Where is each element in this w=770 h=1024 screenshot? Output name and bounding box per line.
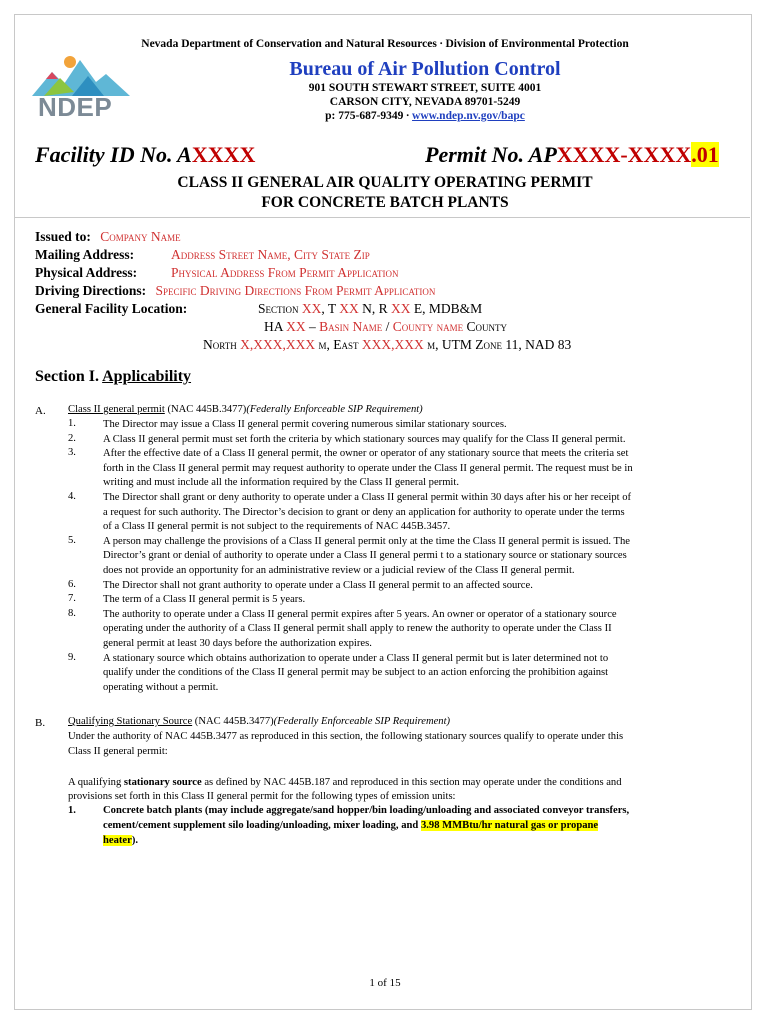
facility-id-value: XXXX: [191, 142, 256, 167]
part-a-heading: [68, 403, 423, 418]
loc3-north: North: [203, 337, 241, 352]
loc3-north-value: X,XXX,XXX: [240, 337, 316, 352]
permit-title-line2: FOR CONCRETE BATCH PLANTS: [261, 194, 509, 211]
part-a-item-text: of a Class II general permit is not subject to the requirements of NAC 445B.3457.: [103, 521, 451, 533]
item-line3-highlight: heater: [103, 835, 132, 846]
issued-to-label: Issued to:: [35, 229, 91, 244]
loc2-ha: XX: [286, 319, 306, 334]
permit-label: Permit No. AP: [425, 142, 557, 167]
physical-address-row: [35, 265, 399, 281]
loc1-text2: , T: [321, 301, 340, 316]
part-a-item-text: operating under the authority of a Class II general permit shall apply to renew the authority to operate under the Class II: [103, 623, 612, 635]
website-link[interactable]: www.ndep.nv.gov/bapc: [412, 110, 525, 122]
part-a-letter: A.: [35, 405, 46, 417]
loc1-text: Section: [258, 301, 302, 316]
para-text-a: A qualifying: [68, 777, 124, 788]
part-a-item-number: 3.: [68, 447, 76, 459]
para-text-b: as defined by NAC 445B.187 and reproduced in this section may operate under the conditions and: [201, 777, 622, 788]
part-b-ref: (NAC 445B.3477): [192, 716, 274, 727]
permit-title-line1: CLASS II GENERAL AIR QUALITY OPERATING PERMIT: [177, 174, 593, 191]
divider: [15, 217, 750, 218]
part-a-item-number: 7.: [68, 593, 76, 605]
part-b-item-line1: Concrete batch plants (may include aggregate/sand hopper/bin loading/unloading and associated conveyor transfers,: [103, 805, 630, 816]
driving-value: Specific Driving Directions From Permit Application: [155, 283, 436, 298]
part-b-item-line2: [103, 819, 598, 834]
issued-to-value: Company Name: [100, 229, 181, 244]
part-a-item-number: 4.: [68, 491, 76, 502]
part-a-item-number: 8.: [68, 607, 76, 619]
part-a-item-text: The authority to operate under a Class II general permit expires after 5 years. An owner or operator of a stationary source: [103, 608, 617, 620]
loc2-slash: /: [382, 319, 393, 334]
part-a-item-text: a request for such authority. The Director’s decision to grant or deny an application for authority to operate under the terms: [103, 506, 625, 518]
loc2-county: County name: [392, 319, 464, 334]
part-b-paragraph-line1: [68, 776, 622, 791]
permit-number: [425, 142, 719, 168]
part-a-item-number: 2.: [68, 432, 76, 444]
logo-text: NDEP: [38, 92, 113, 122]
part-b-heading: [68, 715, 450, 730]
loc2-county-word: County: [463, 319, 508, 334]
item-line3-end: ).: [131, 835, 139, 846]
part-a-item-text: does not provide an opportunity for an administrative review or a judicial review of the Class II general permit.: [103, 565, 575, 576]
loc1-text3: N, R: [358, 301, 392, 316]
part-a-item-text: A Class II general permit must set forth the criteria by which stationary sources may qualify for the Class II general permit.: [103, 433, 626, 445]
part-b-letter: B.: [35, 717, 46, 729]
part-a-item-number: 1.: [68, 418, 76, 429]
part-a-item-text: The Director shall grant or deny authority to operate under a Class II general permit within 30 days after his or her receipt of: [103, 492, 632, 503]
loc3-utm: m, UTM Zone 11, NAD 83: [423, 337, 572, 352]
street-address: 901 SOUTH STEWART STREET, SUITE 4001: [308, 82, 542, 94]
loc1-text4: E, MDB&M: [410, 301, 483, 316]
part-a-item-text: The Director shall not grant authority to operate under a Class II general permit to an affected source.: [103, 579, 533, 591]
part-a-note: (Federally Enforceable SIP Requirement): [246, 404, 423, 415]
loc2-dash: –: [305, 319, 320, 334]
loc1-township: XX: [339, 301, 359, 316]
part-b-item-line3: [103, 834, 138, 849]
part-a-heading-text: Class II general permit: [68, 404, 165, 415]
phone-text: p: 775-687-9349 ∙: [325, 110, 413, 122]
mailing-value: Address Street Name, City State Zip: [171, 247, 370, 262]
loc2-basin: Basin Name: [319, 319, 383, 334]
permit-suffix: .01: [691, 142, 719, 167]
para-bold: stationary source: [123, 777, 202, 788]
part-b-intro-line1: Under the authority of NAC 445B.3477 as reproduced in this section, the following stationary sources qualify to operate under this: [68, 731, 624, 742]
part-a-item-text: writing and must include all the information required by the Class II general permit.: [103, 477, 459, 489]
part-a-item-number: 5.: [68, 534, 76, 546]
part-b-paragraph-line2: provisions set forth in this Class II general permit for the following types of emission units:: [68, 791, 456, 802]
mailing-label: Mailing Address:: [35, 247, 135, 262]
location-line1: [258, 301, 482, 317]
part-a-ref: (NAC 445B.3477): [164, 404, 247, 415]
physical-label: Physical Address:: [35, 265, 138, 280]
part-b-heading-text: Qualifying Stationary Source: [68, 716, 193, 727]
loc1-range: XX: [391, 301, 411, 316]
item-line2-highlight: 3.98 MMBtu/hr natural gas or propane: [420, 820, 599, 831]
section-title: Applicability: [102, 368, 192, 385]
driving-directions-row: [35, 283, 435, 299]
part-a-item-text: After the effective date of a Class II general permit, the owner or operator of any stationary source that meets the criteria set: [103, 448, 629, 460]
city-address: CARSON CITY, NEVADA 89701-5249: [329, 96, 521, 108]
general-location-row: [35, 301, 187, 317]
location-line3: [203, 337, 571, 353]
part-a-item-text: A stationary source which obtains authorization to operate under a Class II general permit but is later determined not to: [103, 652, 609, 664]
part-a-item-text: forth in the Class II general permit may request authority to operate under the Class II general permit. The request must be in: [103, 462, 633, 474]
facility-id: [35, 142, 255, 168]
location-line2: [264, 319, 507, 335]
loc3-east-value: XXX,XXX: [361, 337, 424, 352]
section-heading: [35, 368, 191, 386]
part-a-item-text: general permit at least 30 days before the authorization expires.: [103, 638, 372, 649]
loc1-section: XX: [301, 301, 322, 316]
contact-line: [180, 110, 670, 122]
part-a-item-text: The term of a Class II general permit is 5 years.: [103, 594, 306, 606]
general-location-label: General Facility Location:: [35, 301, 188, 316]
facility-id-label: Facility ID No. A: [35, 142, 192, 167]
part-a-item-text: The Director may issue a Class II general permit covering numerous similar stationary sources.: [103, 419, 507, 430]
page-number: 1 of 15: [369, 977, 401, 989]
physical-value: Physical Address From Permit Application: [171, 265, 399, 280]
part-a-item-text: Director’s grant or denial of authority to operate under a Class II general permi t to a stationary source or stationary sources: [103, 550, 627, 562]
part-b-item-num: 1.: [68, 805, 76, 816]
part-a-item-number: 6.: [68, 578, 76, 590]
part-b-note: (Federally Enforceable SIP Requirement): [273, 716, 451, 727]
permit-value: XXXX-XXXX: [556, 142, 692, 167]
part-a-item-text: qualify under the conditions of the Class II general permit may be subject to an action enforcing the prohibition against: [103, 667, 609, 679]
section-number: Section I.: [35, 368, 103, 385]
part-b-intro-line2: Class II general permit:: [68, 746, 168, 757]
item-line2-text: cement/cement supplement silo loading/unloading, mixer loading, and: [103, 820, 421, 831]
part-a-item-number: 9.: [68, 651, 76, 663]
loc3-east: m, East: [315, 337, 362, 352]
loc2-text: HA: [264, 319, 287, 334]
agency-line: Nevada Department of Conservation and Natural Resources ∙ Division of Environmental Protection: [141, 38, 629, 50]
bureau-title: Bureau of Air Pollution Control: [289, 58, 561, 80]
issued-to-row: [35, 229, 181, 245]
part-a-item-text: A person may challenge the provisions of a Class II general permit only at the time the Class II general permit is issued. The: [103, 535, 631, 547]
driving-label: Driving Directions:: [35, 283, 147, 298]
mailing-address-row: [35, 247, 370, 263]
part-a-item-text: operating without a permit.: [103, 681, 219, 693]
